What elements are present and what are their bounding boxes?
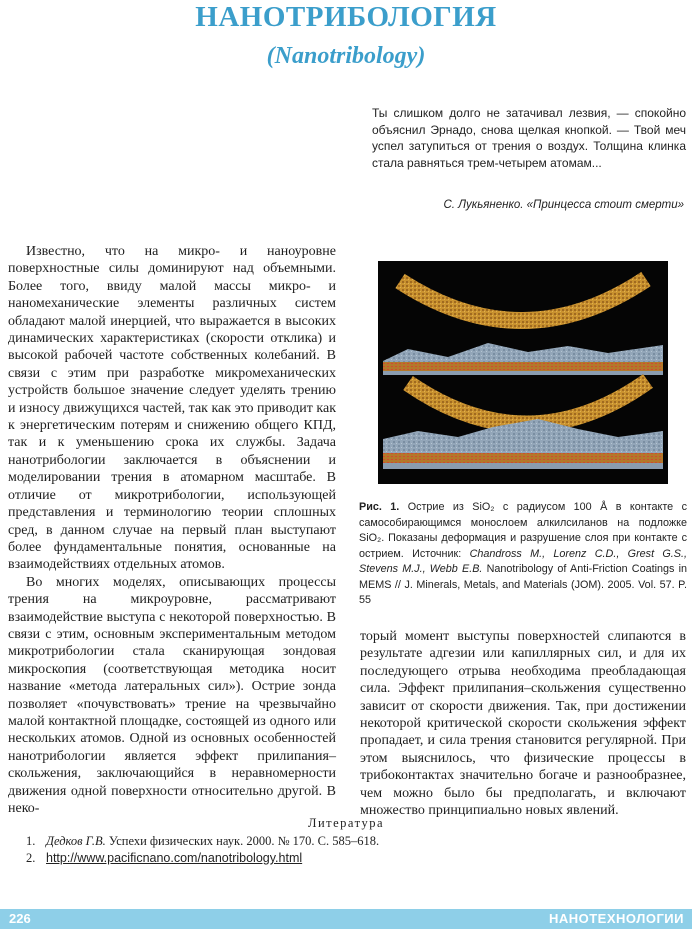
epigraph-source: С. Лукьяненко. «Принцесса стоит смерти» <box>443 199 684 211</box>
references-heading: Литература <box>308 816 384 830</box>
page-number: 226 <box>9 911 31 926</box>
paragraph: Известно, что на микро- и наноуровне поверхностные силы доминируют над объемными. Более того, ввиду малой массы микро- и наномеханические элементы различных систем обладают малой инерцией, что выражается в высоких динамических характеристиках (скорости отклика) и высокой рабочей частоте собственных колебаний. В связи с этим при разработке микромеханических устройств большое значение следует уделять трению и износу движущихся частей, так как это приводит как к энергетическим потерям и снижению общего КПД, так и к уменьшению срока их службы. Задача нанотрибологии заключается в объяснении и моделировании трения в атомарном масштабе. В отличие от микротрибологии, использующей представления и терминологию теории сплошных сред, в данном случае на первый план выступают более фундаментальные понятия, основанные на взаимодействиях отдельных атомов. <box>8 244 336 573</box>
section-name: НАНОТЕХНОЛОГИИ <box>548 911 684 926</box>
references-list <box>26 833 666 867</box>
caption-authors: Chandross M., Lorenz C.D., Grest G.S., Stevens M.J., Webb E.B. <box>359 547 687 575</box>
paragraph: торый момент выступы поверхностей слипаются в результате адгезии или капиллярных сил, и для их последующего отрыва необходима преобладающая сила. Эффект прилипания–скольжения существенно зависит от скорости движения. Так, при достижении некоторой критической скорости скольжения эффект пропадает, и сила трения становится регулярной. При этом выяснилось, что физические процессы в трибоконтактах значительно богаче и разнообразнее, чем можно было бы предполагать, и включают множество принципиально новых явлений. <box>360 629 686 819</box>
page-footer <box>0 909 692 929</box>
reference-item: 1. Дедков Г.В. Успехи физических наук. 2000. № 170. С. 585–618. <box>26 834 380 848</box>
substrate-top <box>383 362 663 371</box>
left-column <box>8 243 336 817</box>
figure-caption <box>359 500 687 609</box>
reference-link[interactable]: http://www.pacificnano.com/nanotribology.html <box>46 851 303 865</box>
simulation-illustration <box>378 261 668 484</box>
tip-bottom <box>408 381 648 424</box>
article-subtitle: (Nanotribology) <box>266 43 426 69</box>
substrate-bottom <box>383 453 663 463</box>
caption-source: Nanotribology of Anti-Friction Coatings in MEMS // J. Minerals, Metals, and Materials (JOM). 2005. Vol. 57. P. 55 <box>359 563 687 606</box>
reference-item: 2. http://www.pacificnano.com/nanotribology.html <box>26 851 303 865</box>
figure-label: Рис. 1. <box>359 501 400 513</box>
figure-image <box>378 261 668 484</box>
article-title: НАНОТРИБОЛОГИЯ <box>195 1 497 33</box>
tip-top <box>400 279 646 321</box>
right-column <box>360 628 686 819</box>
caption-text: Острие из SiO₂ с радиусом 100 Å в контакте с самособирающимся монослоем алкилсиланов на подложке SiO₂. Показаны деформация и разрушение слоя при контакте с острием. Источник: <box>359 501 687 560</box>
paragraph: Во многих моделях, описывающих процессы трения на микроуровне, рассматривают взаимодействие выступа с некоторой поверхностью. В связи с этим, основным экспериментальным методом микротрибологии стала сканирующая зондовая микроскопия (соответствующая методика носит название «метода латеральных сил»). Острие зонда позволяет «почувствовать» трение на чрезвычайно малой контактной площадке, состоящей из одного или нескольких атомов. Одной из основных особенностей нанотрибологии является эффект прилипания–скольжения, заключающийся в неравномерности движения одной поверхности относительно другой. В неко- <box>8 574 336 816</box>
epigraph-text: Ты слишком долго не затачивал лезвия, — спокойно объяснил Эрнадо, снова щелкая кнопкой. — Твой меч успел затупиться от трения о воздух. Толщина клинка стала равняться трем-четырем атомам... <box>372 106 686 170</box>
